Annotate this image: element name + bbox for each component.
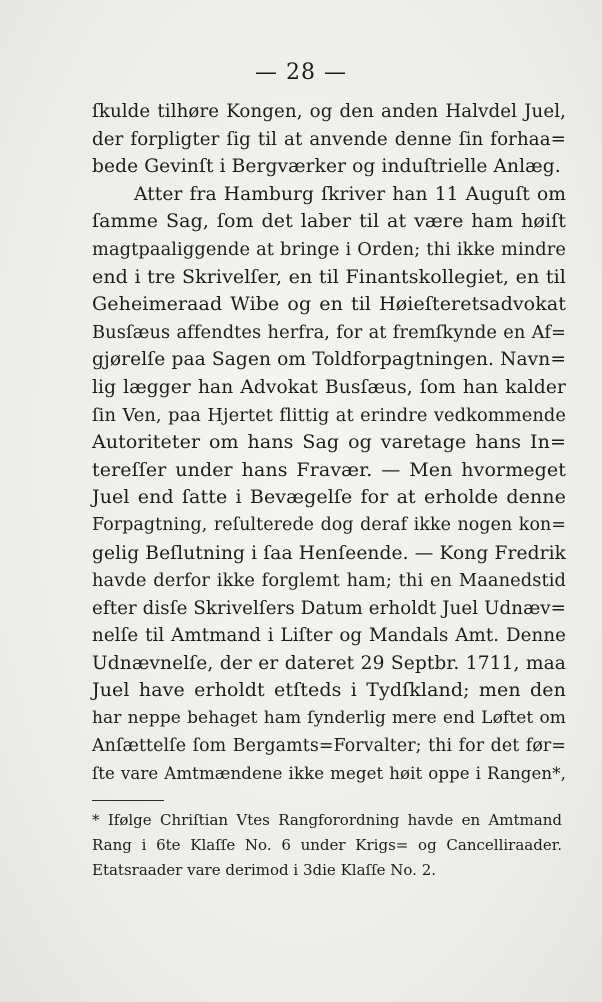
- text-line: efter disſe Skrivelſers Datum erholdt Juel Udnæv=: [92, 597, 566, 619]
- text-line: Geheimeraad Wibe og en til Høieſteretsadvokat: [92, 293, 566, 316]
- text-line: Anſættelſe ſom Bergamts=Forvalter; thi for det før=: [92, 735, 566, 756]
- text-line: tereſſer under hans Fravær. — Men hvormeget: [92, 458, 566, 481]
- text-line: ſin Ven, paa Hjertet flittig at erindre vedkommende: [92, 404, 566, 426]
- text-line: Autoriteter om hans Sag og varetage hans In=: [92, 431, 566, 454]
- text-line: Juel end ſatte i Bevægelſe for at erholde denne: [92, 486, 566, 509]
- body-text: [92, 98, 566, 788]
- text-line: ſkulde tilhøre Kongen, og den anden Halvdel Juel,: [92, 101, 566, 122]
- text-line: lig lægger han Advokat Busſæus, ſom han kalder: [92, 376, 566, 398]
- text-line: Forpagtning, reſulterede dog deraf ikke nogen kon=: [92, 514, 566, 535]
- text-line: ſte vare Amtmændene ikke meget høit oppe i Rangen*,: [92, 764, 566, 784]
- text-line: gjørelſe paa Sagen om Toldforpagtningen. Navn=: [92, 349, 566, 371]
- text-line: har neppe behaget ham ſynderlig mere end Løftet om: [92, 708, 566, 729]
- page-number: — 28 —: [255, 60, 347, 85]
- text-line: magtpaaliggende at bringe i Orden; thi ikke mindre: [92, 238, 566, 260]
- text-line: havde derfor ikke forglemt ham; thi en Maanedstid: [92, 570, 566, 592]
- text-line: nelſe til Amtmand i Liſter og Mandals Amt. Denne: [92, 625, 566, 647]
- text-line: ſamme Sag, ſom det laber til at være ham høiſt: [92, 210, 566, 233]
- text-line: der forpligter ſig til at anvende denne ſin forhaa=: [92, 128, 566, 150]
- footnote-line: Etatsraader vare derimod i 3die Klaſſe No. 2.: [92, 861, 437, 879]
- footnote-divider: [92, 800, 164, 801]
- text-line: end i tre Skrivelſer, en til Finantskollegiet, en til: [92, 265, 566, 288]
- text-line: Juel have erholdt etſteds i Tydſkland; men den: [92, 679, 566, 702]
- text-line: Udnævnelſe, der er dateret 29 Septbr. 1711, maa: [92, 652, 566, 674]
- paragraph-1: [92, 98, 566, 181]
- footnote-line: Rang i 6te Klaſſe No. 6 under Krigs= og Cancelliraader.: [92, 836, 562, 854]
- paragraph-2: [92, 181, 566, 788]
- footnote-line: * Ifølge Chriſtian Vtes Rangforordning havde en Amtmand: [92, 811, 562, 829]
- text-line: Atter fra Hamburg ſkriver han 11 Auguſt om: [134, 183, 566, 205]
- footnote: [92, 808, 562, 883]
- text-line: Busſæus affendtes herfra, for at fremſkynde en Af=: [92, 321, 566, 343]
- text-line: gelig Beſlutning i ſaa Henſeende. — Kong Fredrik: [92, 542, 566, 564]
- text-line: bede Gevinſt i Bergværker og induſtrielle Anlæg.: [92, 156, 561, 178]
